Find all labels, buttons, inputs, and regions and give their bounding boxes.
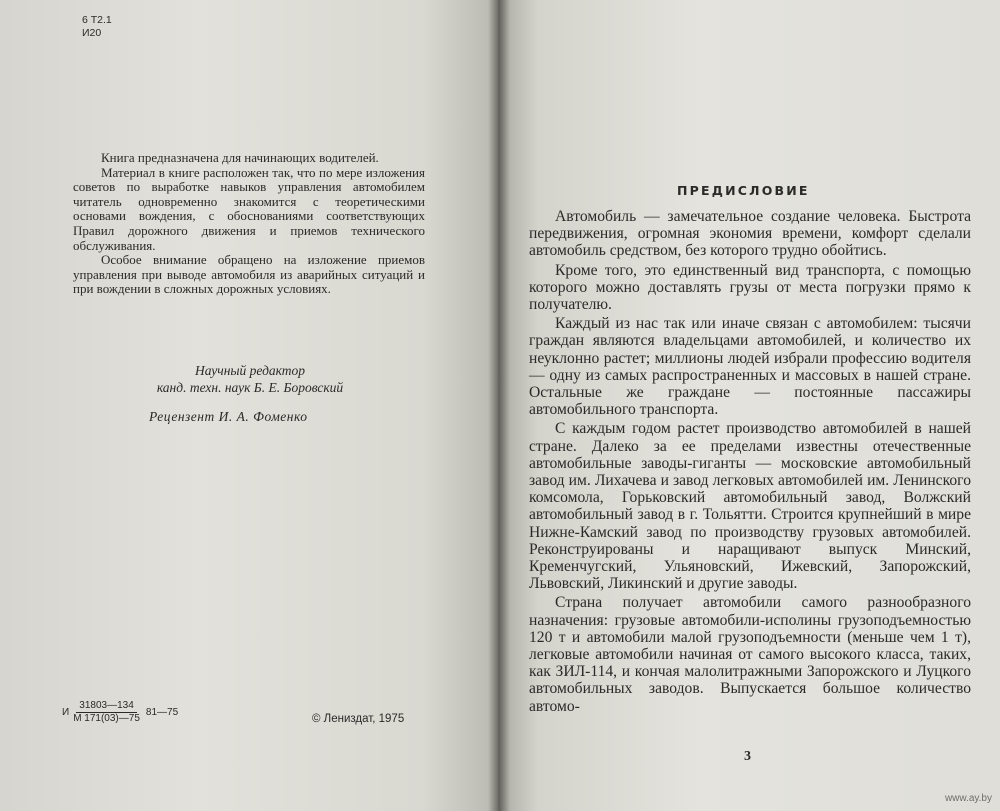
classification-line: 6 Т2.1 — [82, 14, 112, 26]
watermark: www.ay.by — [944, 793, 992, 804]
index-suffix: 81—75 — [145, 706, 179, 718]
editor-role: Научный редактор — [194, 363, 306, 378]
preface-paragraph: Кроме того, это единственный вид транспорта, с помощью которого можно доставлять грузы от места погрузки прямо к получателю. — [529, 261, 971, 314]
preface-heading: ПРЕДИСЛОВИЕ — [677, 183, 810, 198]
index-numerator: 31803—134 — [76, 700, 137, 713]
preface-paragraph: С каждым годом растет производство автомобилей в нашей стране. Далеко за ее пределами известны отечественные автомобильные заводы-гиганты — московские автомобильный завод им. Лихачева и завод легковых автомобилей им. Ленинского комсомола, Горьковский автомобильный завод, Волжский автомобильный завод в г. Тольятти. Строится крупнейший в мире Нижне-Камский завод по производству грузовых автомобилей. Реконструированы и наращивают выпуск Минский, Кременчугский, Ульяновский, Ижевский, Запорожский, Львовский, Ликинский и другие заводы. — [529, 420, 971, 593]
index-prefix: И — [62, 706, 70, 718]
book-annotation — [73, 151, 425, 297]
left-page — [0, 0, 498, 811]
page-number: 3 — [744, 749, 751, 764]
classification-code — [82, 14, 112, 40]
preface-paragraph: Страна получает автомобили самого разнообразного назначения: грузовые автомобили-исполины грузоподъемностью 120 т и автомобили малой грузоподъемности (меньше чем 1 т), легковые автомобили начиная от самого высокого класса, таких, как ЗИЛ-114, и кончая малолитражными Запорожского и Луцкого автомобильных заводов. Выпускается большое количество автомо- — [529, 594, 971, 715]
preface-paragraph: Каждый из нас так или иначе связан с автомобилем: тысячи граждан являются владельцами автомобилей, и количество их неуклонно растет; миллионы людей избрали профессию водителя — одну из самых распространенных и массовых в нашей стране. Остальные же граждане — постоянные пассажиры автомобильного транспорта. — [529, 315, 971, 419]
classification-line: И20 — [82, 27, 102, 39]
index-denominator: М 171(03)—75 — [73, 713, 140, 724]
scientific-editor — [105, 362, 395, 396]
preface-paragraph: Автомобиль — замечательное создание человека. Быстрота передвижения, огромная экономия времени, комфорт сделали автомобиль средством, без которого трудно обойтись. — [529, 208, 971, 260]
preface-text — [529, 208, 971, 717]
catalog-index — [62, 700, 178, 725]
annotation-paragraph: Особое внимание обращено на изложение приемов управления при выводе автомобиля из аварийных ситуаций и при вождении в сложных дорожных условиях. — [73, 252, 425, 297]
book-gutter — [488, 0, 510, 811]
right-page — [498, 0, 1000, 811]
index-fraction — [73, 700, 140, 725]
publisher-imprint: © Лениздат, 1975 — [312, 713, 405, 725]
editor-name: канд. техн. наук Б. Е. Боровский — [156, 380, 344, 395]
annotation-paragraph: Книга предназначена для начинающих водителей. — [101, 150, 379, 165]
reviewer: Рецензент И. А. Фоменко — [149, 409, 308, 424]
annotation-paragraph: Материал в книге расположен так, что по мере изложения советов по выработке навыков управления автомобилем читатель одновременно знакомится с теоретическими основами вождения, с обоснованиями соответствующих Правил дорожного движения и приемов технического обслуживания. — [73, 164, 425, 253]
